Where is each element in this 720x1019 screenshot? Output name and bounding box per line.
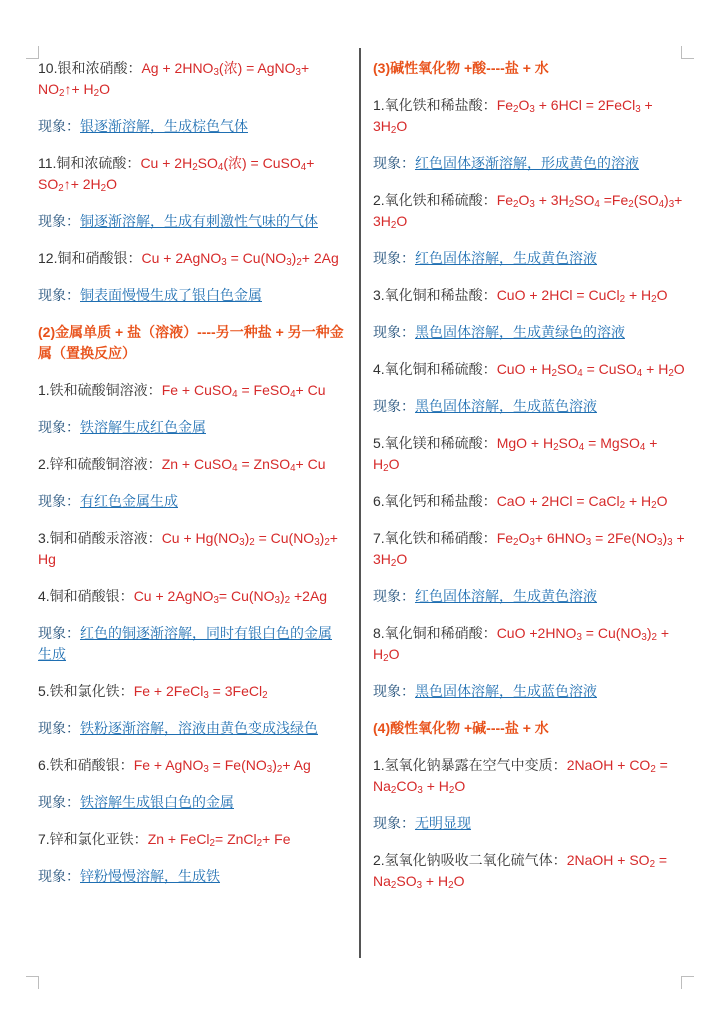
phenomenon-text: 红色固体溶解，生成黄色溶液 — [415, 250, 597, 266]
phenomenon-label: 现象： — [38, 118, 80, 134]
reaction-equation: 2NaOH + $CO_2 = Na_2CO_3 + H_2O$ — [373, 757, 668, 796]
phenomenon-text: 有红色金属生成 — [80, 493, 178, 509]
phenomenon-item — [38, 866, 344, 887]
phenomenon-item — [38, 718, 344, 739]
reaction-equation: CuO + $H_2SO_4$ = CuSO$_4$ + $H_2O$ — [496, 361, 685, 379]
reaction-label: 2.氢氧化钠吸收二氧化硫气体： — [373, 852, 567, 868]
reaction-equation: Fe + 2FeCl$_3$ = 3FeCl$_2$ — [133, 683, 268, 701]
phenomenon-text: 红色固体逐渐溶解，形成黄色的溶液 — [415, 155, 639, 171]
phenomenon-item — [38, 417, 344, 438]
reaction-equation: CaO + 2HCl = CaCl$_2$ + $H_2O$ — [496, 493, 668, 511]
reaction-label: 2.氧化铁和稀硫酸： — [373, 192, 497, 208]
reaction-label: 7.锌和氯化亚铁： — [38, 831, 148, 847]
phenomenon-item — [38, 792, 344, 813]
reaction-label: 11.铜和浓硫酸： — [38, 155, 141, 171]
phenomenon-label: 现象： — [38, 868, 80, 884]
reaction-item — [38, 586, 344, 607]
reaction-item — [38, 528, 344, 570]
reaction-equation: $Ag + 2HNO_3$(浓) = AgNO$_3$+ $NO_2↑+ H_2O$ — [38, 60, 310, 99]
reaction-item — [373, 190, 685, 232]
phenomenon-item — [38, 116, 344, 137]
reaction-equation: CuO + 2HCl = CuCl$_2$ + $H_2O$ — [496, 287, 668, 305]
reaction-label: 8.氧化铜和稀硝酸： — [373, 625, 497, 641]
reaction-equation: MgO + $H_2SO_4$ = MgSO$_4$ + $H_2O$ — [373, 435, 658, 474]
phenomenon-text: 黑色固体溶解，生成蓝色溶液 — [415, 398, 597, 414]
phenomenon-label: 现象： — [373, 324, 415, 340]
phenomenon-item — [38, 211, 344, 232]
phenomenon-text: 铁溶解生成银白色的金属 — [80, 794, 234, 810]
reaction-equation: Cu + 2AgNO$_3$ = $Cu(NO_3)_2+ 2Ag$ — [141, 250, 339, 268]
reaction-equation: $Fe_2O_3 + 3H_2SO_4 =Fe_2(SO_4)_3+ 3H_2O$ — [373, 192, 683, 231]
reaction-equation: CuO $+2HNO_3 = Cu(NO_3)_2 + H_2O$ — [373, 625, 670, 664]
phenomenon-item — [373, 248, 685, 269]
reaction-label: 6.氧化钙和稀盐酸： — [373, 493, 497, 509]
right-column — [373, 58, 685, 908]
phenomenon-label: 现象： — [373, 398, 415, 414]
phenomenon-item — [373, 153, 685, 174]
phenomenon-label: 现象： — [38, 794, 80, 810]
phenomenon-item — [38, 623, 344, 665]
reaction-label: 3.铜和硝酸汞溶液： — [38, 530, 162, 546]
reaction-item — [373, 491, 685, 512]
reaction-item — [38, 380, 344, 401]
phenomenon-text: 银逐渐溶解，生成棕色气体 — [80, 118, 248, 134]
phenomenon-label: 现象： — [373, 815, 415, 831]
reaction-equation: Cu + 2AgNO$_3$= $Cu(NO_3)_2 +2Ag$ — [133, 588, 328, 606]
phenomenon-label: 现象： — [38, 720, 80, 736]
phenomenon-text: 铜表面慢慢生成了银白色金属 — [80, 287, 262, 303]
reaction-item — [38, 681, 344, 702]
phenomenon-item — [38, 491, 344, 512]
phenomenon-item — [373, 586, 685, 607]
reaction-label: 12.铜和硝酸银： — [38, 250, 142, 266]
phenomenon-label: 现象： — [38, 493, 80, 509]
phenomenon-item — [38, 285, 344, 306]
phenomenon-text: 红色的铜逐渐溶解，同时有银白色的金属生成 — [38, 625, 332, 662]
phenomenon-label: 现象： — [373, 588, 415, 604]
reaction-label: 4.氧化铜和稀硫酸： — [373, 361, 497, 377]
section-heading: (4)酸性氧化物 +碱----盐 + 水 — [373, 720, 549, 736]
phenomenon-text: 黑色固体溶解，生成黄绿色的溶液 — [415, 324, 625, 340]
reaction-equation: $Cu + 2H_2SO_4$(浓) = CuSO$_4$+ $SO_2↑+ 2H_2O$ — [38, 155, 315, 194]
reaction-label: 1.铁和硫酸铜溶液： — [38, 382, 162, 398]
reaction-label: 1.氧化铁和稀盐酸： — [373, 97, 497, 113]
reaction-item — [373, 850, 685, 892]
phenomenon-text: 红色固体溶解，生成黄色溶液 — [415, 588, 597, 604]
reaction-item — [38, 454, 344, 475]
reaction-label: 1.氢氧化钠暴露在空气中变质： — [373, 757, 567, 773]
reaction-label: 6.铁和硝酸银： — [38, 757, 134, 773]
reaction-label: 4.铜和硝酸银： — [38, 588, 134, 604]
phenomenon-label: 现象： — [373, 683, 415, 699]
reaction-label: 10.银和浓硝酸： — [38, 60, 142, 76]
reaction-equation: $Cu + Hg(NO_3)_2 = Cu(NO_3)_2+ Hg$ — [38, 530, 338, 567]
phenomenon-text: 铜逐渐溶解，生成有刺激性气味的气体 — [80, 213, 318, 229]
reaction-label: 2.锌和硫酸铜溶液： — [38, 456, 162, 472]
reaction-item — [38, 153, 344, 195]
reaction-equation: Fe + CuSO$_4$ = FeSO$_4$+ Cu — [161, 382, 326, 400]
phenomenon-text: 锌粉慢慢溶解，生成铁 — [80, 868, 220, 884]
section-heading: (2)金属单质 + 盐（溶液）----另一种盐 + 另一种金属（置换反应） — [38, 324, 344, 361]
phenomenon-label: 现象： — [38, 625, 80, 641]
column-divider — [359, 48, 361, 958]
phenomenon-text: 黑色固体溶解，生成蓝色溶液 — [415, 683, 597, 699]
phenomenon-text: 铁溶解生成红色金属 — [80, 419, 206, 435]
reaction-item — [373, 755, 685, 797]
reaction-item — [373, 528, 685, 570]
phenomenon-label: 现象： — [38, 287, 80, 303]
phenomenon-item — [373, 322, 685, 343]
corner-mark-bottom-left — [26, 976, 39, 989]
phenomenon-label: 现象： — [373, 155, 415, 171]
phenomenon-item — [373, 813, 685, 834]
phenomenon-text: 无明显现 — [415, 815, 471, 831]
phenomenon-label: 现象： — [38, 213, 80, 229]
reaction-item — [373, 433, 685, 475]
reaction-item — [373, 285, 685, 306]
reaction-equation: Zn + FeCl$_2$= ZnCl$_2$+ Fe — [147, 831, 291, 849]
section-heading: (3)碱性氧化物 +酸----盐 + 水 — [373, 60, 549, 76]
phenomenon-label: 现象： — [38, 419, 80, 435]
reaction-equation: $Fe_2O_3 + 6HCl$ = 2FeCl$_3$ + $3H_2O$ — [373, 97, 653, 136]
reaction-equation: 2NaOH + $SO_2 = Na_2SO_3 + H_2O$ — [373, 852, 668, 891]
reaction-item — [38, 58, 344, 100]
reaction-item — [373, 95, 685, 137]
reaction-item — [38, 755, 344, 776]
reaction-label: 5.氧化镁和稀硫酸： — [373, 435, 497, 451]
reaction-label: 5.铁和氯化铁： — [38, 683, 134, 699]
reaction-equation: Fe + AgNO$_3$ = $Fe(NO_3)_2+ Ag$ — [133, 757, 311, 775]
reaction-equation: $Fe_2O_3+ 6HNO_3 = 2Fe(NO_3)_3 + 3H_2O$ — [373, 530, 685, 569]
phenomenon-item — [373, 396, 685, 417]
phenomenon-item — [373, 681, 685, 702]
phenomenon-label: 现象： — [373, 250, 415, 266]
reaction-item — [38, 248, 344, 269]
reaction-item — [38, 829, 344, 850]
left-column — [38, 58, 344, 903]
reaction-item — [373, 359, 685, 380]
phenomenon-text: 铁粉逐渐溶解，溶液由黄色变成浅绿色 — [80, 720, 318, 736]
reaction-label: 3.氧化铜和稀盐酸： — [373, 287, 497, 303]
reaction-label: 7.氧化铁和稀硝酸： — [373, 530, 497, 546]
corner-mark-bottom-right — [681, 976, 694, 989]
reaction-equation: Zn + CuSO$_4$ = ZnSO$_4$+ Cu — [161, 456, 326, 474]
reaction-item — [373, 623, 685, 665]
